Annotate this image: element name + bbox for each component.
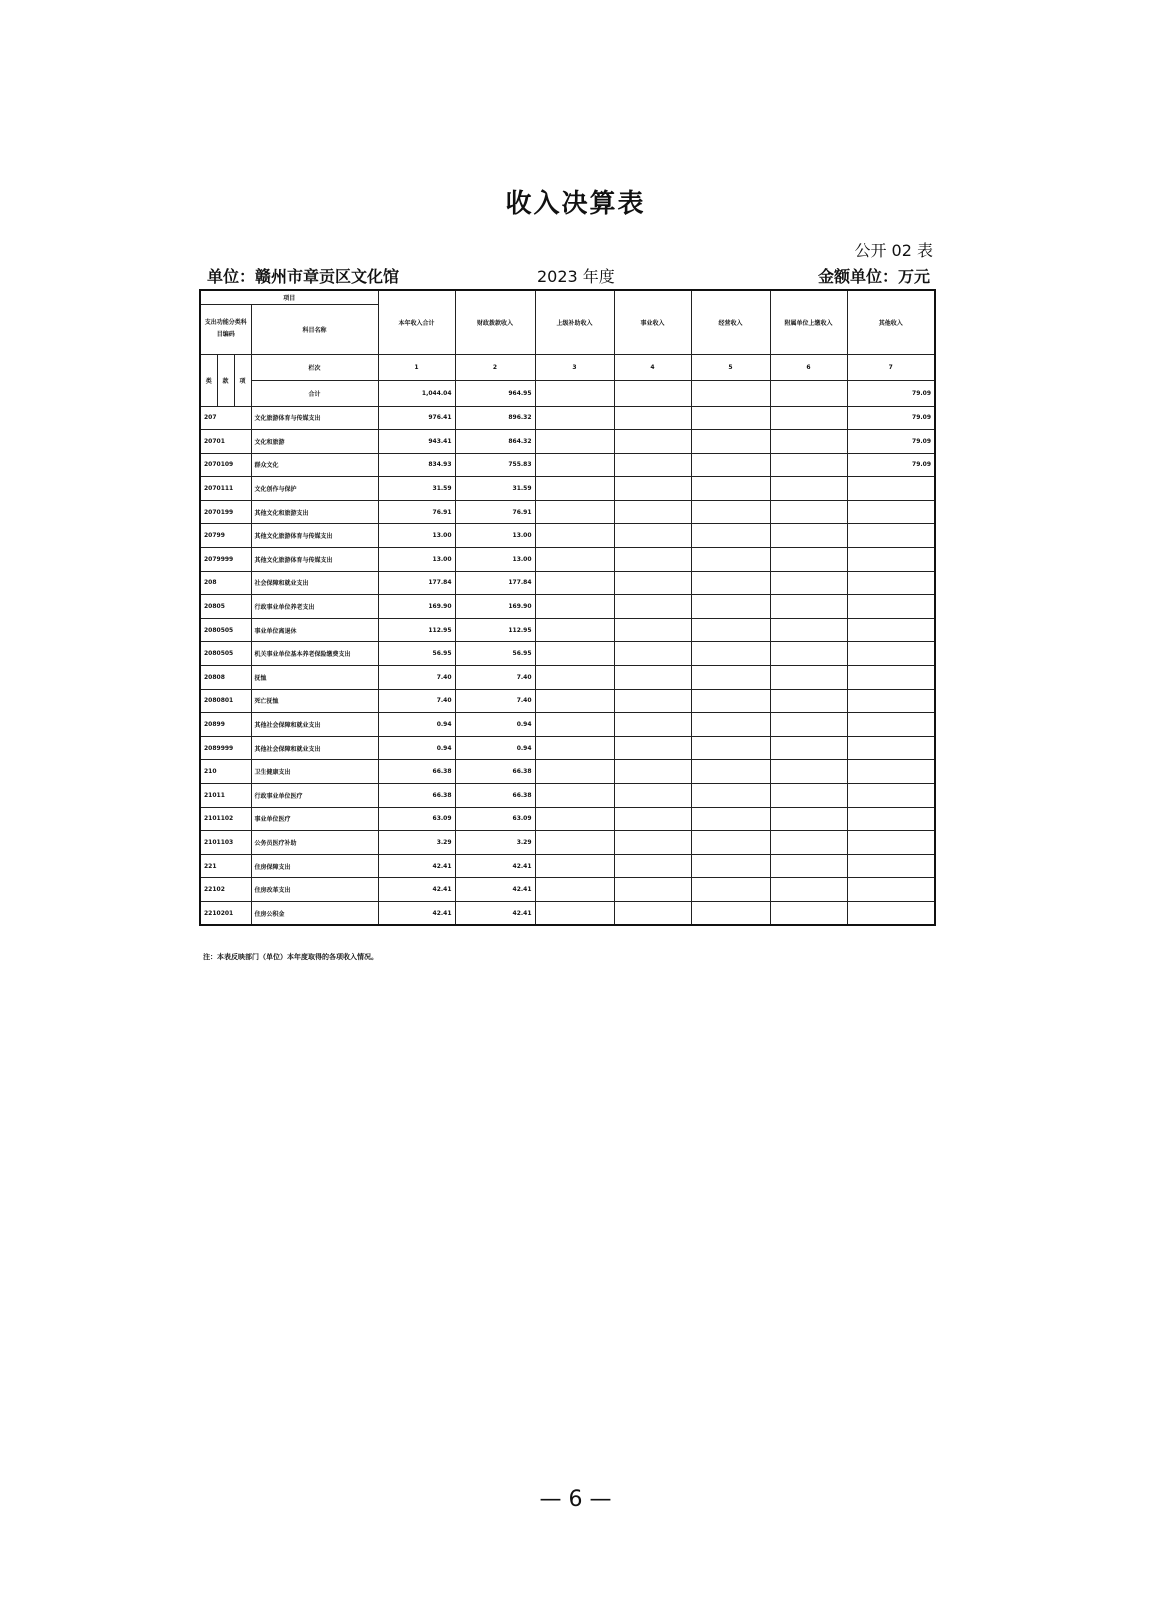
row-value <box>847 524 935 548</box>
row-value: 66.38 <box>378 760 455 784</box>
row-value <box>691 807 770 831</box>
row-value <box>691 406 770 430</box>
row-value <box>770 854 847 878</box>
row-value <box>847 736 935 760</box>
row-value <box>691 736 770 760</box>
row-value: 755.83 <box>455 453 535 477</box>
row-value: 112.95 <box>378 618 455 642</box>
total-label: 合计 <box>251 380 378 406</box>
col-header-business: 事业收入 <box>614 290 691 354</box>
lan-number: 2 <box>455 354 535 380</box>
table-row <box>200 784 935 808</box>
row-value <box>847 548 935 572</box>
row-value <box>614 595 691 619</box>
row-value: 42.41 <box>455 854 535 878</box>
table-row <box>200 807 935 831</box>
row-code: 2101103 <box>200 831 251 855</box>
row-value: 42.41 <box>378 901 455 925</box>
lan-number: 1 <box>378 354 455 380</box>
row-value <box>535 878 614 902</box>
table-row <box>200 406 935 430</box>
row-value <box>614 760 691 784</box>
row-value: 112.95 <box>455 618 535 642</box>
row-value <box>535 807 614 831</box>
row-value <box>614 736 691 760</box>
row-value <box>614 406 691 430</box>
income-table <box>199 289 936 926</box>
kuan-header: 款 <box>217 354 234 406</box>
row-value: 31.59 <box>455 477 535 501</box>
row-value: 943.41 <box>378 430 455 454</box>
row-subject-name: 其他文化旅游体育与传媒支出 <box>251 548 378 572</box>
row-subject-name: 住房公积金 <box>251 901 378 925</box>
row-value: 834.93 <box>378 453 455 477</box>
total-value <box>535 380 614 406</box>
col-header-total: 本年收入合计 <box>378 290 455 354</box>
row-value: 56.95 <box>378 642 455 666</box>
row-value <box>535 901 614 925</box>
row-value <box>847 807 935 831</box>
row-code: 2070109 <box>200 453 251 477</box>
row-value: 976.41 <box>378 406 455 430</box>
row-value <box>535 831 614 855</box>
row-subject-name: 文化旅游体育与传媒支出 <box>251 406 378 430</box>
row-subject-name: 文化创作与保护 <box>251 477 378 501</box>
row-value: 169.90 <box>378 595 455 619</box>
lan-number: 6 <box>770 354 847 380</box>
row-code: 210 <box>200 760 251 784</box>
row-value: 42.41 <box>455 901 535 925</box>
row-value: 7.40 <box>455 666 535 690</box>
row-value: 896.32 <box>455 406 535 430</box>
row-value <box>535 713 614 737</box>
row-value <box>535 595 614 619</box>
row-subject-name: 住房改革支出 <box>251 878 378 902</box>
row-subject-name: 事业单位医疗 <box>251 807 378 831</box>
row-value <box>614 642 691 666</box>
row-subject-name: 行政事业单位养老支出 <box>251 595 378 619</box>
row-value <box>535 477 614 501</box>
row-value <box>614 453 691 477</box>
row-value: 76.91 <box>455 500 535 524</box>
row-code: 20805 <box>200 595 251 619</box>
row-subject-name: 住房保障支出 <box>251 854 378 878</box>
row-value: 42.41 <box>378 854 455 878</box>
row-value <box>691 548 770 572</box>
row-value <box>535 689 614 713</box>
row-value: 63.09 <box>378 807 455 831</box>
row-code: 207 <box>200 406 251 430</box>
row-value <box>614 784 691 808</box>
row-value <box>847 571 935 595</box>
row-value: 31.59 <box>378 477 455 501</box>
row-value <box>614 831 691 855</box>
row-value <box>614 901 691 925</box>
row-value: 0.94 <box>378 736 455 760</box>
total-row <box>200 380 935 406</box>
row-value: 3.29 <box>455 831 535 855</box>
row-subject-name: 事业单位离退休 <box>251 618 378 642</box>
lan-number: 3 <box>535 354 614 380</box>
row-value <box>691 618 770 642</box>
row-code: 2101102 <box>200 807 251 831</box>
row-code: 2070111 <box>200 477 251 501</box>
row-value <box>535 736 614 760</box>
row-code: 2079999 <box>200 548 251 572</box>
row-value: 169.90 <box>455 595 535 619</box>
row-value <box>691 477 770 501</box>
unit-label: 单位：赣州市章贡区文化馆 <box>207 267 400 286</box>
table-row <box>200 595 935 619</box>
page-number: — 6 — <box>539 1487 612 1512</box>
row-code: 2210201 <box>200 901 251 925</box>
row-value <box>770 430 847 454</box>
table-row <box>200 831 935 855</box>
row-value <box>770 453 847 477</box>
row-code: 2070199 <box>200 500 251 524</box>
row-value: 42.41 <box>455 878 535 902</box>
project-header: 项目 <box>200 290 378 304</box>
table-row <box>200 854 935 878</box>
header-row-lan <box>200 354 935 380</box>
table-row <box>200 524 935 548</box>
row-value: 177.84 <box>455 571 535 595</box>
row-value <box>847 642 935 666</box>
row-code: 2080505 <box>200 642 251 666</box>
table-row <box>200 713 935 737</box>
meta-row <box>207 264 930 286</box>
row-value: 63.09 <box>455 807 535 831</box>
row-value <box>614 854 691 878</box>
row-value <box>847 901 935 925</box>
col-header-other: 其他收入 <box>847 290 935 354</box>
money-unit-label: 金额单位：万元 <box>817 267 930 286</box>
page-title: 收入决算表 <box>505 189 646 219</box>
row-value <box>770 666 847 690</box>
row-value <box>691 595 770 619</box>
row-value <box>691 500 770 524</box>
table-row <box>200 618 935 642</box>
row-value <box>847 760 935 784</box>
row-value <box>535 666 614 690</box>
row-code: 22102 <box>200 878 251 902</box>
row-value <box>535 453 614 477</box>
row-value <box>535 618 614 642</box>
row-value: 79.09 <box>847 406 935 430</box>
row-value <box>770 878 847 902</box>
row-subject-name: 其他文化旅游体育与传媒支出 <box>251 524 378 548</box>
lan-label: 栏次 <box>251 354 378 380</box>
table-row <box>200 642 935 666</box>
row-value <box>535 784 614 808</box>
row-value <box>691 524 770 548</box>
col-header-superior-subsidy: 上级补助收入 <box>535 290 614 354</box>
row-subject-name: 社会保障和就业支出 <box>251 571 378 595</box>
row-value: 0.94 <box>378 713 455 737</box>
row-value <box>847 878 935 902</box>
row-value: 66.38 <box>378 784 455 808</box>
row-value: 7.40 <box>378 666 455 690</box>
row-code: 2080505 <box>200 618 251 642</box>
row-value <box>691 571 770 595</box>
row-value: 3.29 <box>378 831 455 855</box>
row-subject-name: 死亡抚恤 <box>251 689 378 713</box>
row-value: 7.40 <box>455 689 535 713</box>
table-row <box>200 453 935 477</box>
row-value <box>614 878 691 902</box>
table-row <box>200 736 935 760</box>
row-subject-name: 机关事业单位基本养老保险缴费支出 <box>251 642 378 666</box>
row-value <box>691 854 770 878</box>
row-subject-name: 行政事业单位医疗 <box>251 784 378 808</box>
row-value <box>691 453 770 477</box>
row-value: 79.09 <box>847 430 935 454</box>
row-value <box>847 500 935 524</box>
row-value <box>614 618 691 642</box>
row-code: 20899 <box>200 713 251 737</box>
row-value <box>770 524 847 548</box>
row-value <box>614 500 691 524</box>
row-value <box>847 477 935 501</box>
lan-number: 4 <box>614 354 691 380</box>
row-value: 79.09 <box>847 453 935 477</box>
row-code: 20808 <box>200 666 251 690</box>
row-value <box>847 784 935 808</box>
row-value <box>535 760 614 784</box>
row-value <box>770 642 847 666</box>
form-number: 公开 02 表 <box>854 241 933 260</box>
row-value <box>770 477 847 501</box>
table-row <box>200 430 935 454</box>
row-value <box>614 524 691 548</box>
xiang-header: 项 <box>234 354 251 406</box>
row-value <box>614 666 691 690</box>
row-value: 76.91 <box>378 500 455 524</box>
row-value <box>847 595 935 619</box>
row-subject-name: 其他文化和旅游支出 <box>251 500 378 524</box>
row-subject-name: 其他社会保障和就业支出 <box>251 736 378 760</box>
table-row <box>200 760 935 784</box>
col-header-operating: 经营收入 <box>691 290 770 354</box>
row-subject-name: 卫生健康支出 <box>251 760 378 784</box>
row-subject-name: 抚恤 <box>251 666 378 690</box>
lan-number: 5 <box>691 354 770 380</box>
table-row <box>200 477 935 501</box>
row-value <box>691 901 770 925</box>
subject-name-header: 科目名称 <box>251 304 378 354</box>
class-code-header: 支出功能分类科目编码 <box>200 304 251 354</box>
row-value <box>614 571 691 595</box>
row-value <box>691 689 770 713</box>
lei-header: 类 <box>200 354 217 406</box>
row-value <box>535 854 614 878</box>
row-value <box>691 760 770 784</box>
total-value <box>691 380 770 406</box>
row-value <box>770 784 847 808</box>
row-value <box>847 689 935 713</box>
row-value: 66.38 <box>455 784 535 808</box>
col-header-fiscal: 财政拨款收入 <box>455 290 535 354</box>
row-value <box>691 713 770 737</box>
row-code: 2080801 <box>200 689 251 713</box>
row-value <box>614 477 691 501</box>
row-value <box>847 854 935 878</box>
table-note: 注：本表反映部门（单位）本年度取得的各项收入情况。 <box>203 953 378 961</box>
row-value <box>770 689 847 713</box>
lan-number: 7 <box>847 354 935 380</box>
row-value <box>847 831 935 855</box>
row-value <box>614 807 691 831</box>
table-row <box>200 689 935 713</box>
row-value: 0.94 <box>455 713 535 737</box>
row-value <box>535 406 614 430</box>
row-value <box>770 500 847 524</box>
row-code: 21011 <box>200 784 251 808</box>
row-value <box>535 571 614 595</box>
table-row <box>200 500 935 524</box>
row-subject-name: 其他社会保障和就业支出 <box>251 713 378 737</box>
row-value <box>691 666 770 690</box>
row-value <box>535 524 614 548</box>
table-row <box>200 571 935 595</box>
row-value: 13.00 <box>378 548 455 572</box>
row-value: 56.95 <box>455 642 535 666</box>
row-subject-name: 文化和旅游 <box>251 430 378 454</box>
row-code: 208 <box>200 571 251 595</box>
row-value <box>847 618 935 642</box>
year-label: 2023 年度 <box>537 267 615 286</box>
row-value <box>770 807 847 831</box>
row-value <box>770 713 847 737</box>
row-code: 221 <box>200 854 251 878</box>
table-row <box>200 901 935 925</box>
row-value: 13.00 <box>378 524 455 548</box>
row-value: 13.00 <box>455 524 535 548</box>
row-value <box>614 713 691 737</box>
row-value <box>691 430 770 454</box>
row-value <box>535 548 614 572</box>
row-code: 2089999 <box>200 736 251 760</box>
col-header-affiliated: 附属单位上缴收入 <box>770 290 847 354</box>
total-value: 964.95 <box>455 380 535 406</box>
total-value: 79.09 <box>847 380 935 406</box>
row-value <box>614 689 691 713</box>
row-value <box>770 595 847 619</box>
row-subject-name: 公务员医疗补助 <box>251 831 378 855</box>
row-value <box>691 878 770 902</box>
header-row-project <box>200 290 935 304</box>
row-value <box>770 831 847 855</box>
row-value <box>691 831 770 855</box>
row-value <box>691 642 770 666</box>
total-value: 1,044.04 <box>378 380 455 406</box>
row-value <box>847 713 935 737</box>
total-value <box>614 380 691 406</box>
row-value: 864.32 <box>455 430 535 454</box>
row-value: 7.40 <box>378 689 455 713</box>
row-value <box>691 784 770 808</box>
row-value <box>535 642 614 666</box>
row-value <box>770 736 847 760</box>
total-value <box>770 380 847 406</box>
row-subject-name: 群众文化 <box>251 453 378 477</box>
row-value <box>614 548 691 572</box>
table-row <box>200 878 935 902</box>
row-value <box>535 430 614 454</box>
row-value <box>847 666 935 690</box>
row-value <box>770 548 847 572</box>
row-value <box>770 571 847 595</box>
row-value: 0.94 <box>455 736 535 760</box>
row-value <box>770 901 847 925</box>
row-value <box>614 430 691 454</box>
row-value: 13.00 <box>455 548 535 572</box>
row-value <box>770 406 847 430</box>
row-value <box>535 500 614 524</box>
row-code: 20701 <box>200 430 251 454</box>
row-value: 66.38 <box>455 760 535 784</box>
row-code: 20799 <box>200 524 251 548</box>
row-value <box>770 618 847 642</box>
row-value: 177.84 <box>378 571 455 595</box>
row-value <box>770 760 847 784</box>
table-row <box>200 666 935 690</box>
table-row <box>200 548 935 572</box>
row-value: 42.41 <box>378 878 455 902</box>
